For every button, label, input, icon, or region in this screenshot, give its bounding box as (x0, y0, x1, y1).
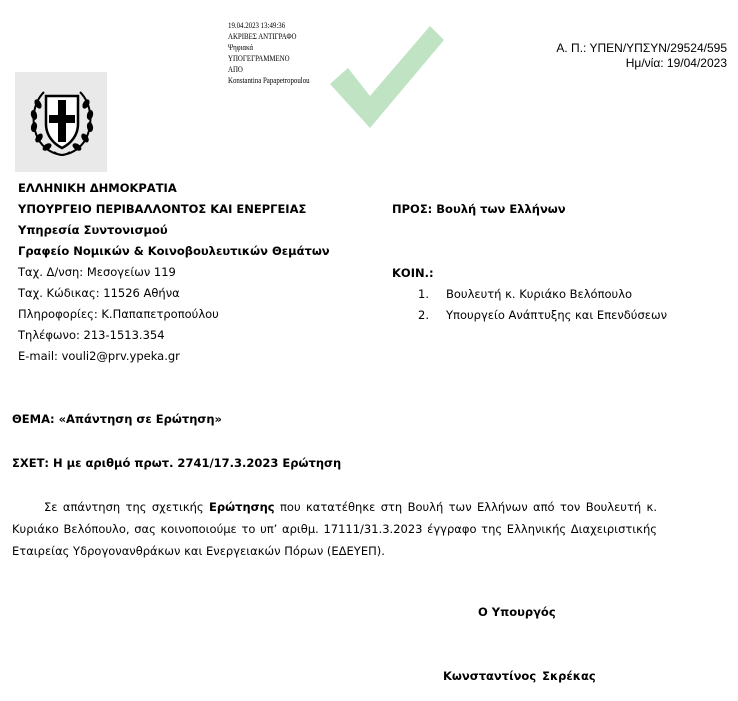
stamp-line: ΑΚΡΙΒΕΣ ΑΝΤΙΓΡΑΦΟ (228, 32, 297, 41)
greek-coat-of-arms-icon (26, 82, 98, 160)
document-date: Ημ/νία: 19/04/2023 (625, 56, 727, 70)
stamp-line: 19.04.2023 13:49:36 (228, 21, 286, 30)
sender-email: E-mail: vouli2@prv.ypeka.gr (18, 349, 180, 363)
signatory-name: Κωνσταντίνος Σκρέκας (443, 669, 596, 683)
body-text-part1: Σε απάντηση της σχετικής (44, 500, 210, 514)
digital-signature-stamp (228, 20, 310, 86)
cc-list (418, 284, 667, 326)
body-paragraph (12, 496, 657, 562)
sender-postal-code: Ταχ. Κώδικας: 11526 Αθήνα (18, 286, 180, 300)
subject-line: ΘΕΜΑ: «Απάντηση σε Ερώτηση» (12, 412, 222, 426)
cc-label: ΚΟΙΝ.: (392, 266, 434, 280)
recipient-to: ΠΡΟΣ: Βουλή των Ελλήνων (392, 202, 566, 216)
protocol-number: Α. Π.: ΥΠΕΝ/ΥΠΣΥΝ/29524/595 (556, 41, 727, 55)
sender-phone: Τηλέφωνο: 213-1513.354 (18, 328, 165, 342)
relation-line: ΣΧΕΤ: Η με αριθμό πρωτ. 2741/17.3.2023 Ερώτηση (12, 456, 342, 470)
country-name: ΕΛΛΗΝΙΚΗ ΔΗΜΟΚΡΑΤΙΑ (18, 181, 177, 195)
sender-address: Ταχ. Δ/νση: Μεσογείων 119 (18, 265, 176, 279)
cc-item (418, 284, 667, 305)
stamp-line: Konstantina Papapetropoulou (228, 76, 310, 85)
service-name: Υπηρεσία Συντονισμού (18, 223, 168, 237)
cc-item-number: 2. (418, 308, 429, 322)
body-text-bold: Ερώτησης (209, 500, 275, 514)
stamp-line: ΥΠΟΓΕΓΡΑΜΜΕΝΟ (228, 54, 290, 63)
cc-item-text: Βουλευτή κ. Κυριάκο Βελόπουλο (446, 287, 633, 301)
signature-check-icon (318, 22, 446, 132)
cc-item-text: Υπουργείο Ανάπτυξης και Επενδύσεων (446, 308, 668, 322)
cc-item (418, 305, 667, 326)
reference-block (556, 41, 727, 71)
stamp-line: Ψηφιακά (228, 43, 254, 52)
body-text-part2: που κατατέθηκε στη Βουλή των Ελλήνων από τον Βουλευτή κ. Κυριάκο Βελόπουλο, σας κοινοποιούμε το υπ’ αριθμ. 17111/31.3.2023 έγγραφο της Ελληνικής Διαχειριστικής Εταιρείας Υδρογονανθράκων και Ενεργειακών Πόρων (ΕΔΕΥΕΠ). (12, 500, 657, 558)
cc-item-number: 1. (418, 287, 429, 301)
ministry-name: ΥΠΟΥΡΓΕΙΟ ΠΕΡΙΒΑΛΛΟΝΤΟΣ ΚΑΙ ΕΝΕΡΓΕΙΑΣ (18, 202, 307, 216)
sender-contact-person: Πληροφορίες: Κ.Παπαπετροπούλου (18, 307, 219, 321)
office-name: Γραφείο Νομικών & Κοινοβουλευτικών Θεμάτων (18, 244, 330, 258)
stamp-line: ΑΠΟ (228, 65, 243, 74)
signatory-title: Ο Υπουργός (478, 605, 556, 619)
sender-block (18, 178, 330, 367)
